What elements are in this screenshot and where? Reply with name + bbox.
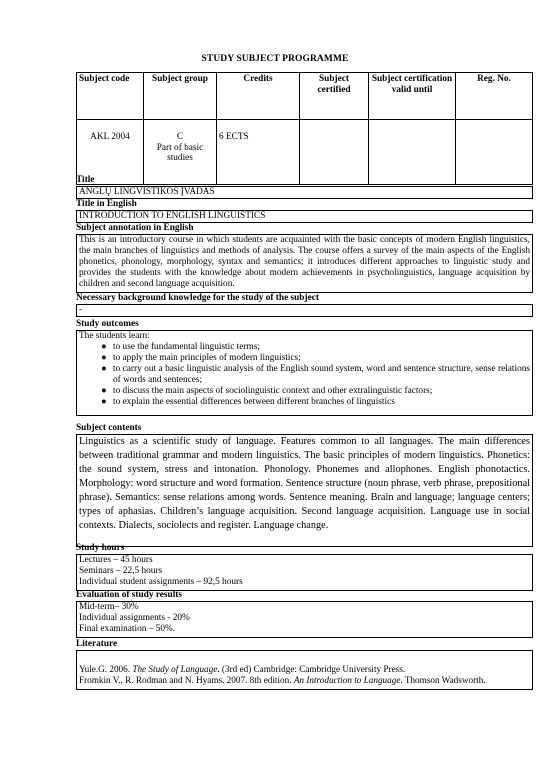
title-english-section bbox=[76, 199, 533, 223]
bullet-icon: ● bbox=[101, 364, 107, 374]
hours-section bbox=[76, 543, 533, 591]
header-reg-no: Reg. No. bbox=[456, 73, 533, 120]
header-certification-valid-until: Subject certification valid until bbox=[369, 73, 456, 120]
hours-label: Study hours bbox=[76, 543, 125, 553]
list-item: ● to carry out a basic linguistic analysis of the English sound system, word and sentence structure, sense relations of words and sentences; bbox=[101, 364, 530, 385]
bullet-icon: ● bbox=[101, 353, 107, 363]
annotation-text: This is an introductory course in which students are acquainted with the basic concepts of modern English linguistics, the main branches of linguistics and methods of analysis. The course offers a survey of the main aspects of the English phonetics, phonology, morphology, syntax and semantics; it introduces different approaches to linguistic study and provides the students with the knowledge about modern achievements in psycholinguistics, language acquisition by children and second language acquisition. bbox=[76, 234, 533, 293]
outcomes-label: Study outcomes bbox=[76, 319, 139, 329]
literature-label: Literature bbox=[76, 639, 118, 649]
table-header-row bbox=[77, 73, 533, 120]
literature-section bbox=[76, 639, 533, 690]
subject-group-code: C bbox=[176, 132, 184, 142]
evaluation-label: Evaluation of study results bbox=[76, 590, 182, 600]
hours-box bbox=[76, 554, 533, 591]
list-item: ● to use the fundamental linguistic terms; bbox=[101, 342, 260, 352]
evaluation-final: Final examination – 50%. bbox=[79, 624, 176, 634]
hours-individual: Individual student assignments – 92,5 hours bbox=[79, 577, 243, 587]
subject-group-description: Part of basic studies bbox=[156, 142, 204, 163]
evaluation-assignments: Individual assignments - 20% bbox=[79, 613, 190, 623]
bullet-icon: ● bbox=[101, 342, 107, 352]
title-section bbox=[76, 175, 533, 199]
cell-credits: 6 ECTS bbox=[217, 120, 300, 185]
header-subject-code: Subject code bbox=[77, 73, 144, 120]
literature-item: Fromkin V., R. Rodman and N. Hyams. 2007. 8th edition. An Introduction to Language. Thomson Wadsworth. bbox=[79, 675, 486, 685]
evaluation-midterm: Mid-term– 30% bbox=[79, 602, 139, 612]
title-value: ANGLŲ LINGVISTIKOS ĮVADAS bbox=[76, 186, 533, 199]
background-value: - bbox=[76, 304, 533, 317]
subject-info-table bbox=[76, 72, 533, 185]
annotation-label: Subject annotation in English bbox=[76, 223, 194, 233]
title-label: Title bbox=[76, 175, 95, 185]
contents-text: Linguistics as a scientific study of language. Features common to all languages. The main differences between traditional grammar and modern linguistics. The basic principles of modern linguistics. Phonetics: the sound system, stress and intonation. Phonology. Phonemes and allophones. English phonotactics. Morphology: word structure and word formation. Sentence structure (noun phrase, verb phrase, prepositional phrase). Semantics: sense relations among words. Sentence meaning. Brain and language; language centers; types of aphasias. Children’s language acquisition. Second language acquisition. Language use in social contexts. Dialects, sociolects and register. Language change. bbox=[76, 434, 533, 547]
annotation-section bbox=[76, 223, 533, 293]
hours-seminars: Seminars – 22,5 hours bbox=[79, 566, 163, 576]
hours-lectures: Lectures – 45 hours bbox=[79, 555, 153, 565]
literature-box bbox=[76, 650, 533, 690]
evaluation-section bbox=[76, 590, 533, 638]
header-subject-group: Subject group bbox=[144, 73, 217, 120]
outcomes-list bbox=[79, 342, 530, 408]
outcomes-box bbox=[76, 330, 533, 416]
header-subject-certified: Subject certified bbox=[300, 73, 369, 120]
literature-item: Yule.G. 2006. The Study of Language. (3rd ed) Cambridge: Cambridge University Press. bbox=[79, 664, 406, 674]
evaluation-box bbox=[76, 601, 533, 638]
title-english-value: INTRODUCTION TO ENGLISH LINGUISTICS bbox=[76, 210, 533, 223]
background-label: Necessary background knowledge for the study of the subject bbox=[76, 293, 319, 303]
header-credits: Credits bbox=[217, 73, 300, 120]
bullet-icon: ● bbox=[101, 386, 107, 396]
background-section bbox=[76, 293, 533, 317]
list-item: ● to apply the main principles of modern linguistics; bbox=[101, 353, 301, 363]
list-item: ● to discuss the main aspects of sociolinguistic context and other extralinguistic factors; bbox=[101, 386, 433, 396]
bullet-icon: ● bbox=[101, 397, 107, 407]
cell-subject-code: AKL 2004 bbox=[77, 120, 144, 185]
page-title: STUDY SUBJECT PROGRAMME bbox=[201, 54, 349, 64]
outcomes-intro: The students learn: bbox=[79, 331, 150, 341]
outcomes-section bbox=[76, 319, 533, 416]
title-english-label: Title in English bbox=[76, 199, 137, 209]
contents-label: Subject contents bbox=[76, 423, 142, 433]
contents-section bbox=[76, 423, 533, 547]
list-item: ● to explain the essential differences between different branches of linguistics bbox=[101, 397, 395, 407]
